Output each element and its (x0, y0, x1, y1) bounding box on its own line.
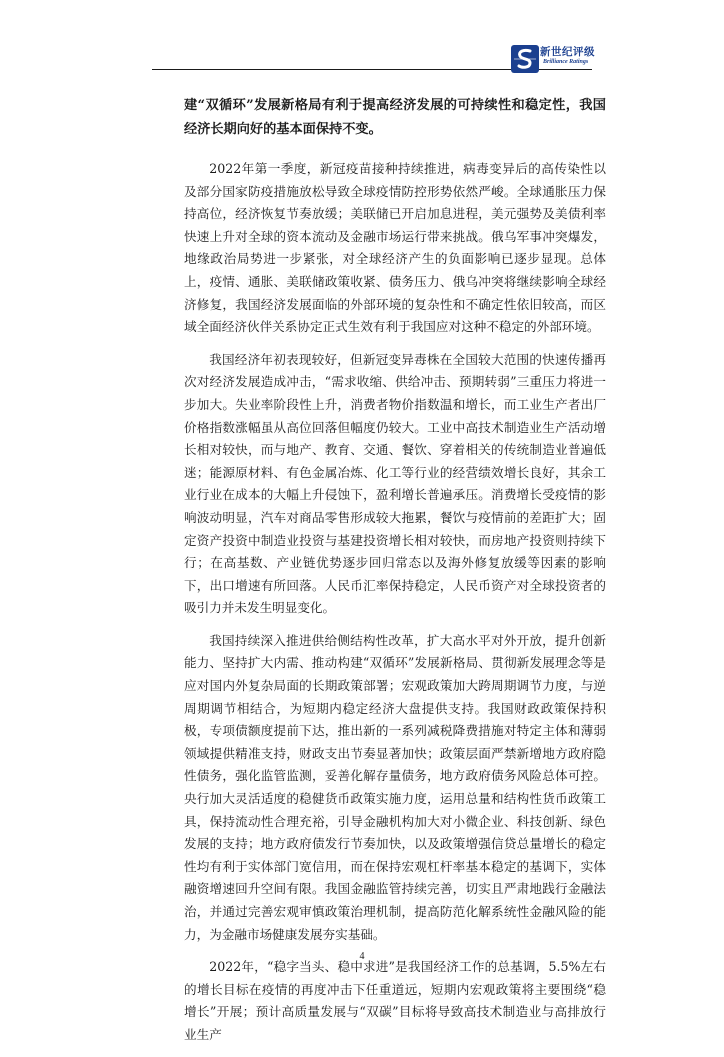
lead-sentence: 建“双循环”发展新格局有利于提高经济发展的可持续性和稳定性，我国经济长期向好的基本面保持不变。 (184, 98, 606, 137)
logo-subtitle: Brilliance Ratings (543, 59, 589, 65)
page-number: 4 (359, 951, 365, 962)
logo-text: 新世纪评级 (540, 46, 595, 58)
brand-logo (510, 42, 596, 78)
paragraph-1: 2022年第一季度，新冠疫苗接种持续推进，病毒变异后的高传染性以及部分国家防疫措施放松导致全球疫情防控形势依然严峻。全球通胀压力保持高位，经济恢复节奏放缓；美联储已开启加息进程，美元强势及美债利率快速上升对全球的资本流动及金融市场运行带来挑战。俄乌军事冲突爆发，地缘政治局势进一步紧张，对全球经济产生的负面影响已逐步显现。总体上，疫情、通胀、美联储政策收紧、债务压力、俄乌冲突将继续影响全球经济修复，我国经济发展面临的外部环境的复杂性和不确定性依旧较高，而区域全面经济伙伴关系协定正式生效有利于我国应对这种不稳定的外部环境。 (184, 161, 606, 335)
document-body (184, 94, 606, 1057)
paragraph-3: 我国持续深入推进供给侧结构性改革，扩大高水平对外开放，提升创新能力、坚持扩大内需、推动构建“双循环”发展新格局、贯彻新发展理念等是应对国内外复杂局面的长期政策部署；宏观政策加大跨周期调节力度，与逆周期调节相结合，为短期内稳定经济大盘提供支持。我国财政政策保持积极，专项债额度提前下达，推出新的一系列减税降费措施对特定主体和薄弱领域提供精准支持，财政支出节奏显著加快；政策层面严禁新增地方政府隐性债务，强化监管监测，妥善化解存量债务，地方政府债务风险总体可控。央行加大灵活适度的稳健货币政策实施力度，运用总量和结构性货币政策工具，保持流动性合理充裕，引导金融机构加大对小微企业、科技创新、绿色发展的支持；地方政府债发行节奏加快，以及政策增强信贷总量增长的稳定性均有利于实体部门宽信用，而在保持宏观杠杆率基本稳定的基调下，实体融资增速回升空间有限。我国金融监管持续完善，切实且严肃地践行金融法治，并通过完善宏观审慎政策治理机制，提高防范化解系统性金融风险的能力，为金融市场健康发展夯实基础。 (184, 632, 606, 942)
paragraph-4: 2022年，“稳字当头、稳中求进”是我国经济工作的总基调，5.5%左右的增长目标在疫情的再度冲击下任重道远，短期内宏观政策将主要围绕“稳增长”开展；预计高质量发展与“双碳”目标将导致高技术制造业与高排放行业生产 (184, 959, 606, 1042)
paragraph-2: 我国经济年初表现较好，但新冠变异毒株在全国较大范围的快速传播再次对经济发展造成冲击，“需求收缩、供给冲击、预期转弱”三重压力将进一步加大。失业率阶段性上升，消费者物价指数温和增长，而工业生产者出厂价格指数涨幅虽从高位回落但幅度仍较大。工业中高技术制造业生产活动增长相对较快，而与地产、教育、交通、餐饮、穿着相关的传统制造业普遍低迷；能源原材料、有色金属冶炼、化工等行业的经营绩效增长良好，其余工业行业在成本的大幅上升侵蚀下，盈利增长普遍承压。消费增长受疫情的影响波动明显，汽车对商品零售形成较大拖累，餐饮与疫情前的差距扩大；固定资产投资中制造业投资与基建投资增长相对较快，而房地产投资则持续下行；在高基数、产业链优势逐步回归常态以及海外修复放缓等因素的影响下，出口增速有所回落。人民币汇率保持稳定，人民币资产对全球投资者的吸引力并未发生明显变化。 (184, 351, 606, 616)
brand-mark-icon (510, 44, 540, 74)
